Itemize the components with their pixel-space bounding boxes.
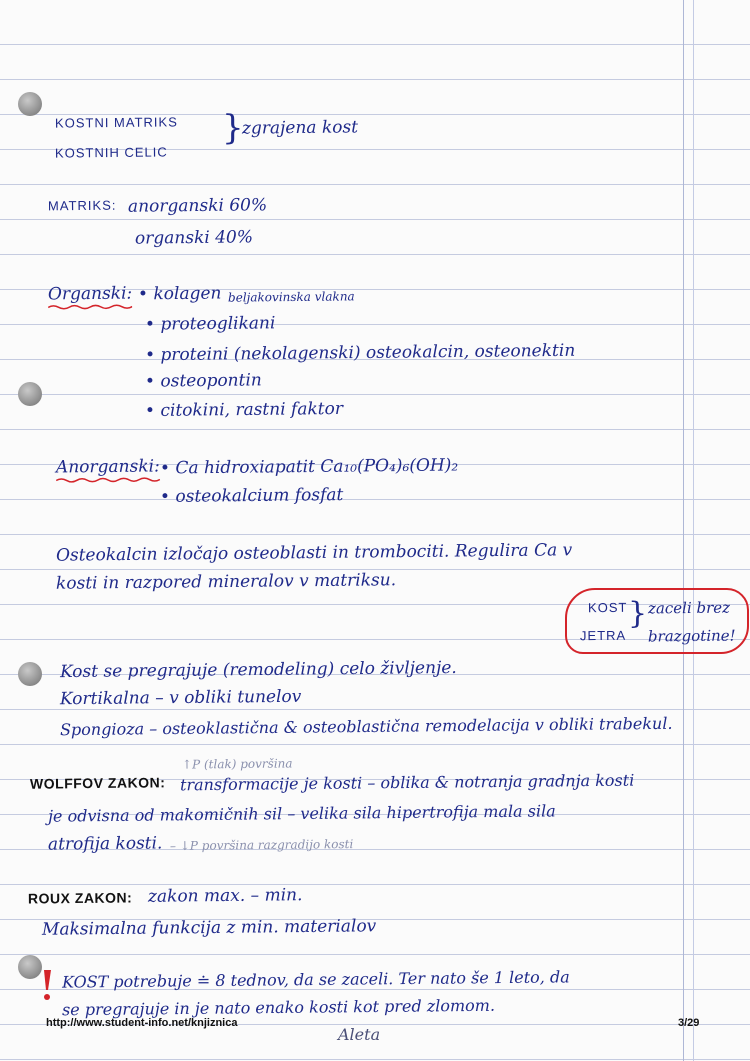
box-text: brazgotine! xyxy=(647,626,736,646)
label-text: Organski: xyxy=(47,283,133,305)
note-line: KOSTNIH CELIC xyxy=(54,144,168,161)
punch-hole xyxy=(18,92,42,116)
note-line: Kost se pregrajuje (remodeling) celo življenje. xyxy=(59,657,457,683)
list-item: • proteini (nekolagenski) osteokalcin, osteonektin xyxy=(144,340,576,366)
note-line: zakon max. – min. xyxy=(147,885,303,907)
punch-hole xyxy=(18,662,42,686)
section-label-organski xyxy=(48,284,132,305)
note-line: transformacije je kosti – oblika & notranja gradnja kosti xyxy=(179,770,635,795)
list-item: • Ca hidroxiapatit Ca₁₀(PO₄)₆(OH)₂ xyxy=(159,455,459,479)
section-label-anorganski xyxy=(56,456,160,477)
list-item: • osteopontin xyxy=(144,370,262,392)
note-line: anorganski 60% xyxy=(127,195,268,217)
note-line: organski 40% xyxy=(134,227,254,249)
box-text: zaceli brez xyxy=(647,598,731,618)
brace-glyph: } xyxy=(628,596,648,631)
note-line: se pregrajuje in je nato enako kosti kot pred zlomom. xyxy=(61,995,496,1020)
note-line: zgrajena kost xyxy=(241,117,359,139)
note-line: kosti in razpored mineralov v matriksu. xyxy=(55,570,397,594)
law-title: WOLFFOV ZAKON: xyxy=(29,774,166,792)
punch-hole xyxy=(18,955,42,979)
margin-line-secondary xyxy=(693,0,694,1061)
footer-url: http://www.student-info.net/knjiznica xyxy=(46,1017,238,1029)
page-number: 3/29 xyxy=(678,1017,700,1029)
note-line: Osteokalcin izločajo osteoblasti in trombociti. Regulira Ca v xyxy=(55,540,573,566)
note-line: Spongioza – osteoklastična & osteoblastična remodelacija v obliki trabekul. xyxy=(59,713,673,740)
red-underline xyxy=(48,304,132,311)
list-item: • proteoglikani xyxy=(144,313,276,335)
annotation: – ↓P površina razgradijo kosti xyxy=(169,837,354,853)
brace-glyph: } xyxy=(222,108,244,148)
margin-line xyxy=(683,0,684,1061)
list-item: • citokini, rastni faktor xyxy=(144,398,344,422)
annotation: ↑P (tlak) površina xyxy=(181,756,293,772)
law-title: ROUX ZAKON: xyxy=(27,889,133,907)
notebook-brand-logo: Aleta xyxy=(338,1025,381,1044)
note-line: Maksimalna funkcija z min. materialov xyxy=(41,916,377,940)
note-line: KOST potrebuje ≐ 8 tednov, da se zaceli. Ter nato še 1 leto, da xyxy=(61,967,570,992)
box-text: KOST xyxy=(587,599,628,616)
note-line: KOSTNI MATRIKS xyxy=(54,114,178,131)
list-item: • kolagen xyxy=(137,283,222,305)
red-underline xyxy=(56,476,160,483)
red-exclamation-icon xyxy=(40,968,54,1002)
note-line: je odvisna od makomičnih sil – velika sila hipertrofija mala sila xyxy=(47,801,556,826)
note-line: atrofija kosti. xyxy=(47,833,163,855)
note-line: MATRIKS: xyxy=(47,197,117,214)
list-item-note: beljakovinska vlakna xyxy=(227,289,355,305)
list-item: • osteokalcium fosfat xyxy=(159,485,344,507)
note-line: Kortikalna – v obliki tunelov xyxy=(59,686,302,710)
label-text: Anorganski: xyxy=(55,456,160,478)
box-text: JETRA xyxy=(579,627,627,644)
punch-hole xyxy=(18,382,42,406)
